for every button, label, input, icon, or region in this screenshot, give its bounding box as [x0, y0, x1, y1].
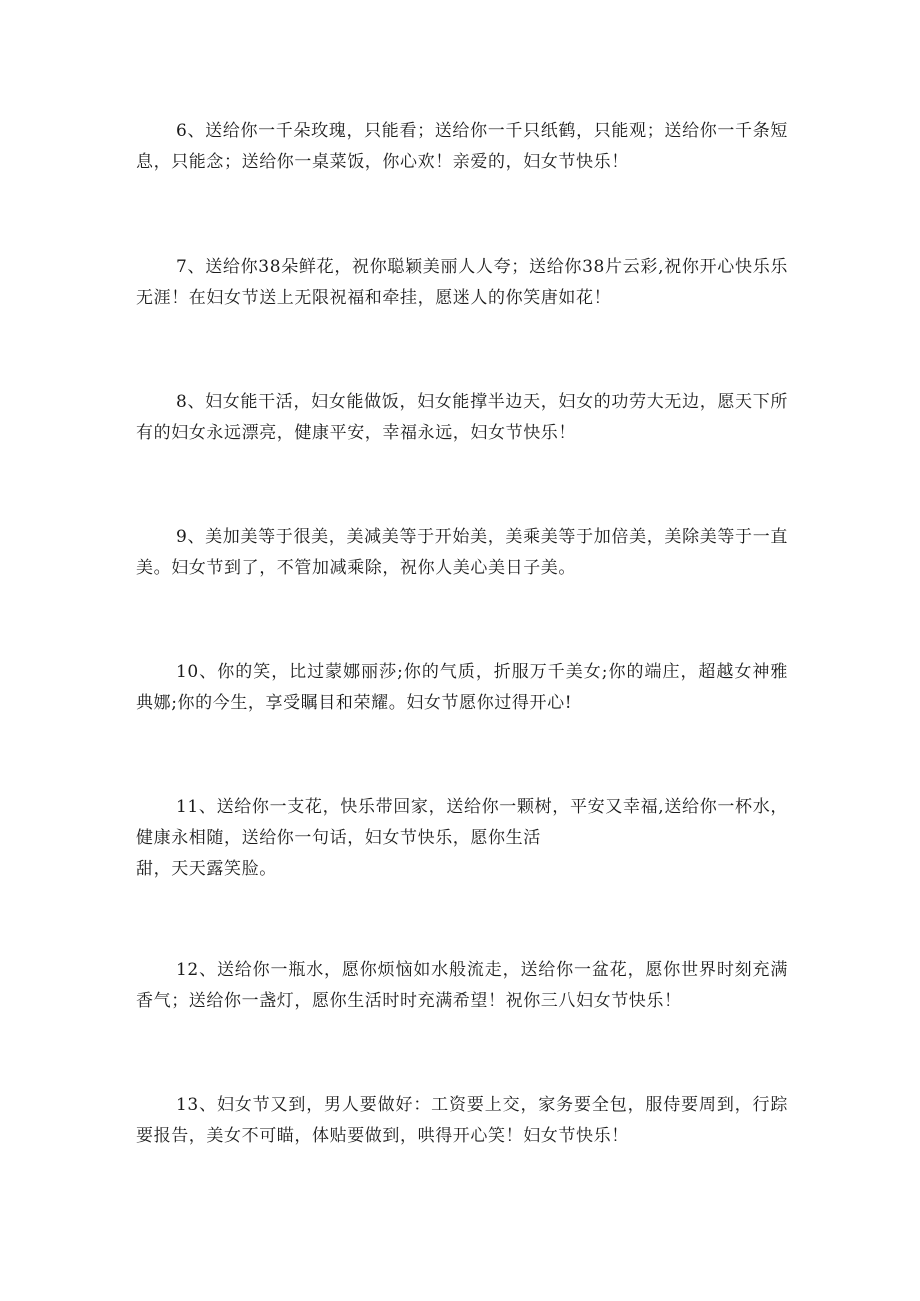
paragraph-6: 6、送给你一千朵玫瑰，只能看；送给你一千只纸鹤，只能观；送给你一千条短息，只能念；送给你一桌菜饭，你心欢！亲爱的，妇女节快乐！ [136, 121, 788, 172]
paragraph-13: 13、妇女节又到，男人要做好：工资要上交，家务要全包，服侍要周到，行踪要报告，美女不可瞄，体贴要做到，哄得开心笑！妇女节快乐！ [136, 1095, 788, 1146]
paragraph-8: 8、妇女能干活，妇女能做饭，妇女能撑半边天，妇女的功劳大无边，愿天下所有的妇女永远漂亮，健康平安，幸福永远，妇女节快乐！ [136, 392, 788, 443]
paragraph-10: 10、你的笑，比过蒙娜丽莎;你的气质，折服万千美女;你的端庄，超越女神雅典娜;你的今生，享受瞩目和荣耀。妇女节愿你过得开心! [136, 662, 788, 713]
paragraph-11 [136, 792, 788, 885]
paragraph-11-continuation: 甜，天天露笑脸。 [136, 859, 277, 879]
paragraph-7: 7、送给你38朵鲜花，祝你聪颖美丽人人夸；送给你38片云彩,祝你开心快乐乐无涯！在妇女节送上无限祝福和牵挂，愿迷人的你笑唐如花！ [136, 257, 788, 308]
paragraph-9: 9、美加美等于很美，美减美等于开始美，美乘美等于加倍美，美除美等于一直美。妇女节到了，不管加减乘除，祝你人美心美日子美。 [136, 527, 788, 578]
paragraph-12: 12、送给你一瓶水，愿你烦恼如水般流走，送给你一盆花，愿你世界时刻充满香气；送给你一盏灯，愿你生活时时充满希望！祝你三八妇女节快乐！ [136, 960, 788, 1011]
paragraph-11-main: 11、送给你一支花，快乐带回家，送给你一颗树，平安又幸福,送给你一杯水，健康永相随，送给你一句话，妇女节快乐，愿你生活 [136, 797, 788, 848]
